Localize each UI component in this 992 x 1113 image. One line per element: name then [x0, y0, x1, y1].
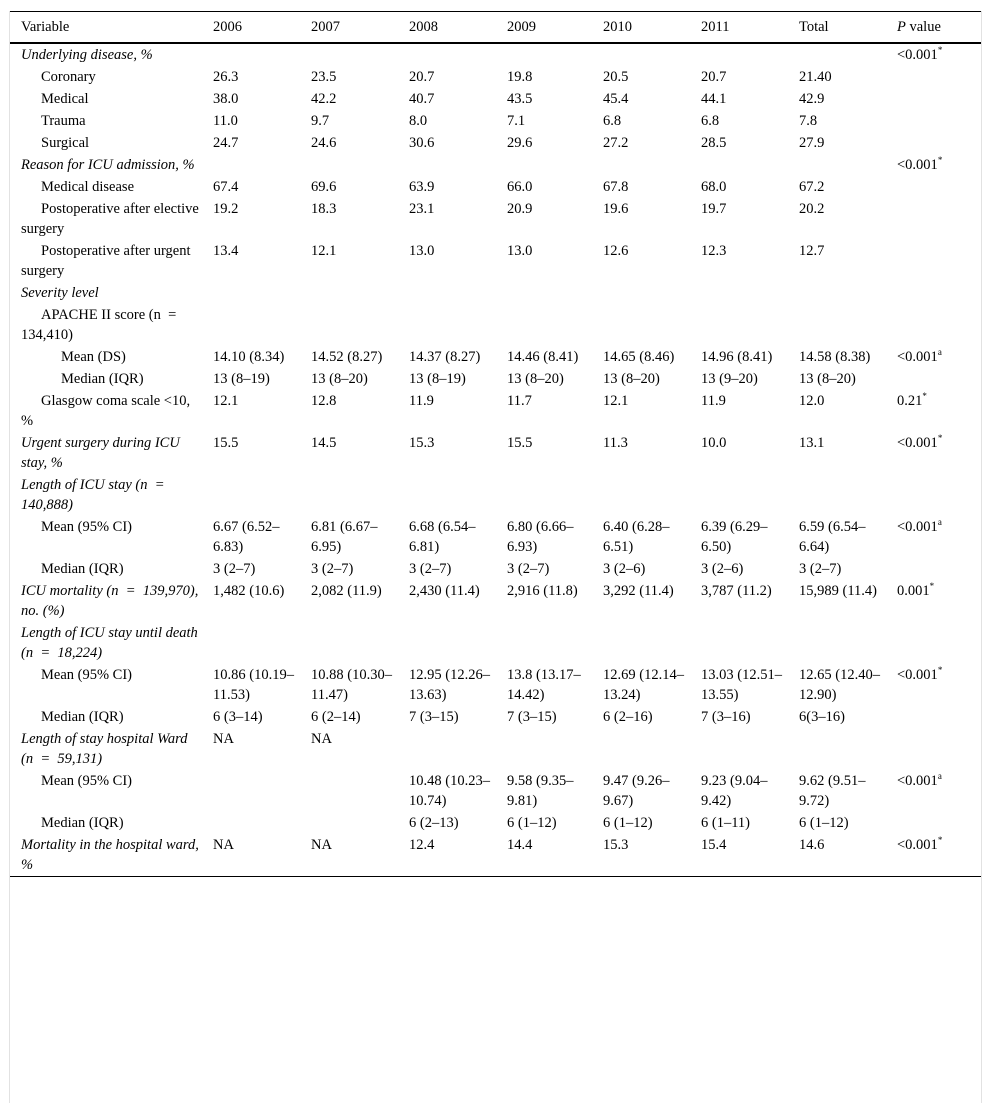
table-row — [10, 622, 981, 664]
table-row — [10, 770, 981, 812]
row-label: Mean (95% CI) — [41, 773, 133, 789]
table-row — [10, 240, 981, 282]
table-cell — [788, 282, 886, 304]
table-cell: 13 (8–20) — [311, 371, 368, 387]
table-cell: NA — [213, 731, 234, 747]
table-cell: 9.62 (9.51–9.72) — [799, 773, 866, 809]
table-cell: 6 (2–13) — [409, 815, 459, 831]
table-cell: 12.6 — [603, 243, 629, 259]
table-cell: 18.3 — [311, 201, 337, 217]
p-value-cell — [886, 622, 981, 664]
table-cell — [398, 622, 496, 664]
table-cell: 9.23 (9.04–9.42) — [701, 773, 768, 809]
row-label: Mean (DS) — [61, 349, 126, 365]
table-cell: 38.0 — [213, 91, 239, 107]
table-cell: 19.2 — [213, 201, 239, 217]
table-cell — [398, 43, 496, 66]
table-cell: 21.40 — [799, 69, 832, 85]
p-value: <0.001 — [897, 349, 938, 365]
p-value-footnote-mark: * — [937, 433, 943, 443]
table-row — [10, 176, 981, 198]
row-label: Median (IQR) — [41, 561, 124, 577]
table-cell — [202, 812, 300, 834]
table-cell — [592, 43, 690, 66]
table-cell: 14.46 (8.41) — [507, 349, 579, 365]
p-value-cell — [886, 706, 981, 728]
p-value-footnote-mark: * — [937, 45, 943, 55]
table-cell — [300, 770, 398, 812]
table-cell — [202, 770, 300, 812]
table-cell: 67.4 — [213, 179, 239, 195]
table-cell: 6.59 (6.54–6.64) — [799, 519, 866, 555]
p-value-cell — [886, 66, 981, 88]
table-cell: 14.10 (8.34) — [213, 349, 285, 365]
table-cell — [592, 728, 690, 770]
table-cell — [202, 304, 300, 346]
table-cell: 13.8 (13.17–14.42) — [507, 667, 581, 703]
column-header-total: Total — [799, 19, 829, 35]
table-cell: 12.4 — [409, 837, 435, 853]
table-cell: 13 (8–20) — [603, 371, 660, 387]
table-cell: 40.7 — [409, 91, 435, 107]
table-cell: 27.9 — [799, 135, 825, 151]
p-value: <0.001 — [897, 435, 938, 451]
p-value-cell — [886, 812, 981, 834]
row-label: Reason for ICU admission, % — [21, 157, 195, 173]
table-cell — [690, 622, 788, 664]
table-cell: 14.58 (8.38) — [799, 349, 871, 365]
table-row — [10, 43, 981, 66]
table-cell — [300, 622, 398, 664]
row-label: ICU mortality (n = 139,970), no. (%) — [21, 583, 199, 619]
table-cell: 12.1 — [603, 393, 629, 409]
table-cell: 6 (2–16) — [603, 709, 653, 725]
table-row — [10, 432, 981, 474]
table-cell: 8.0 — [409, 113, 428, 129]
table-cell: 6.8 — [603, 113, 622, 129]
table-cell: 15.5 — [507, 435, 533, 451]
table-cell: 12.3 — [701, 243, 727, 259]
row-label: Urgent surgery during ICU stay, % — [21, 435, 180, 471]
table-cell — [592, 282, 690, 304]
table-row — [10, 154, 981, 176]
table-row — [10, 198, 981, 240]
p-value-footnote-mark: * — [929, 581, 935, 591]
table-cell: 30.6 — [409, 135, 435, 151]
table-cell — [398, 282, 496, 304]
p-value-cell — [886, 282, 981, 304]
table-cell: 45.4 — [603, 91, 629, 107]
table-cell: 10.0 — [701, 435, 727, 451]
p-value-cell — [886, 176, 981, 198]
p-value-cell — [886, 770, 981, 812]
table-cell: 3,787 (11.2) — [701, 583, 772, 599]
table-cell — [788, 728, 886, 770]
table-cell: 68.0 — [701, 179, 727, 195]
row-label: Medical disease — [41, 179, 135, 195]
table-cell: 6 (1–12) — [799, 815, 849, 831]
table-cell: 19.8 — [507, 69, 533, 85]
table-cell — [690, 43, 788, 66]
table-row — [10, 110, 981, 132]
table-cell: 6.80 (6.66–6.93) — [507, 519, 574, 555]
table-row — [10, 706, 981, 728]
table-cell: 42.9 — [799, 91, 825, 107]
p-letter: P — [897, 19, 906, 35]
table-cell: 66.0 — [507, 179, 533, 195]
table-cell: 6 (1–12) — [603, 815, 653, 831]
row-label: Coronary — [41, 69, 96, 85]
p-value-word: value — [905, 19, 941, 35]
table-cell — [300, 812, 398, 834]
p-value: 0.21 — [897, 393, 923, 409]
p-value-cell — [886, 664, 981, 706]
p-value-footnote-mark: a — [937, 347, 942, 357]
table-cell — [202, 474, 300, 516]
table-row — [10, 558, 981, 580]
table-cell: 15.3 — [409, 435, 435, 451]
table-row — [10, 728, 981, 770]
row-label: Median (IQR) — [41, 815, 124, 831]
table-cell: 12.69 (12.14–13.24) — [603, 667, 684, 703]
row-label: Glasgow coma scale <10, % — [21, 393, 191, 429]
table-cell: 14.65 (8.46) — [603, 349, 675, 365]
table-cell: 12.65 (12.40–12.90) — [799, 667, 880, 703]
table-cell — [592, 304, 690, 346]
table-cell: 6 (1–11) — [701, 815, 750, 831]
table-cell — [592, 622, 690, 664]
table-cell: 23.1 — [409, 201, 435, 217]
table-cell — [788, 304, 886, 346]
table-cell: 7 (3–15) — [409, 709, 459, 725]
table-cell: 10.86 (10.19–11.53) — [213, 667, 294, 703]
table-row — [10, 368, 981, 390]
table-row — [10, 664, 981, 706]
table-cell: 14.5 — [311, 435, 337, 451]
table-cell — [496, 282, 592, 304]
column-header-p-value — [886, 12, 981, 44]
p-value-cell — [886, 304, 981, 346]
table-cell — [496, 728, 592, 770]
p-value-cell — [886, 43, 981, 66]
table-cell: 13 (8–19) — [409, 371, 466, 387]
table-cell: 23.5 — [311, 69, 337, 85]
table-cell: 12.95 (12.26–13.63) — [409, 667, 490, 703]
p-value-cell — [886, 132, 981, 154]
table-cell: 6.8 — [701, 113, 720, 129]
table-cell: 63.9 — [409, 179, 435, 195]
table-cell: 12.8 — [311, 393, 337, 409]
p-value-cell — [886, 110, 981, 132]
p-value-footnote-mark: * — [937, 155, 943, 165]
table-cell: 6.40 (6.28–6.51) — [603, 519, 670, 555]
table-cell: 24.7 — [213, 135, 239, 151]
table-cell: 6.39 (6.29–6.50) — [701, 519, 768, 555]
table-row — [10, 66, 981, 88]
p-value-cell — [886, 240, 981, 282]
table-cell: 6 (3–14) — [213, 709, 263, 725]
table-row — [10, 88, 981, 110]
p-value: <0.001 — [897, 667, 938, 683]
table-cell: 10.48 (10.23–10.74) — [409, 773, 490, 809]
table-cell: 6.81 (6.67–6.95) — [311, 519, 378, 555]
p-value: <0.001 — [897, 157, 938, 173]
table-row — [10, 346, 981, 368]
table-cell — [202, 282, 300, 304]
table-row — [10, 390, 981, 432]
row-label: Median (IQR) — [61, 371, 144, 387]
table-cell — [398, 728, 496, 770]
table-cell: 2,916 (11.8) — [507, 583, 578, 599]
table-cell — [496, 43, 592, 66]
header-row — [10, 12, 981, 44]
table-cell: 13.0 — [507, 243, 533, 259]
table-cell: 1,482 (10.6) — [213, 583, 285, 599]
p-value-cell — [886, 368, 981, 390]
table-cell: 11.9 — [701, 393, 726, 409]
table-cell: 19.6 — [603, 201, 629, 217]
table-cell: 12.1 — [311, 243, 337, 259]
table-row — [10, 812, 981, 834]
table-cell: 20.9 — [507, 201, 533, 217]
column-header-2011: 2011 — [701, 19, 730, 35]
table-cell: 15.4 — [701, 837, 727, 853]
table-cell — [690, 282, 788, 304]
p-value-cell — [886, 516, 981, 558]
row-label: Postoperative after elective surgery — [21, 201, 199, 237]
table-cell — [300, 474, 398, 516]
table-cell: 19.7 — [701, 201, 727, 217]
row-label: Length of ICU stay until death (n = 18,224) — [21, 625, 198, 661]
table-cell — [496, 622, 592, 664]
row-label: Trauma — [41, 113, 86, 129]
table-cell: 14.4 — [507, 837, 533, 853]
row-label: Medical — [41, 91, 89, 107]
table-cell: 3 (2–7) — [311, 561, 354, 577]
table-cell: 2,082 (11.9) — [311, 583, 382, 599]
table-cell — [690, 304, 788, 346]
table-cell: 13 (9–20) — [701, 371, 758, 387]
table-cell — [398, 474, 496, 516]
table-cell: 7 (3–15) — [507, 709, 557, 725]
table-cell: 69.6 — [311, 179, 337, 195]
table-cell: 15,989 (11.4) — [799, 583, 877, 599]
table-cell: 13.4 — [213, 243, 239, 259]
table-cell: 10.88 (10.30–11.47) — [311, 667, 392, 703]
table-row — [10, 580, 981, 622]
table-cell — [202, 43, 300, 66]
p-value-cell — [886, 558, 981, 580]
table-cell: 6.67 (6.52–6.83) — [213, 519, 280, 555]
table-cell: 11.0 — [213, 113, 238, 129]
p-value-cell — [886, 580, 981, 622]
p-value-cell — [886, 346, 981, 368]
table-cell — [592, 474, 690, 516]
table-cell: 13 (8–20) — [507, 371, 564, 387]
row-label: Underlying disease, % — [21, 47, 153, 63]
table-cell: 12.1 — [213, 393, 239, 409]
table-cell: 15.5 — [213, 435, 239, 451]
p-value-cell — [886, 834, 981, 877]
table-cell: 11.9 — [409, 393, 434, 409]
table-cell: NA — [311, 837, 332, 853]
table-row — [10, 834, 981, 877]
table-cell: 9.58 (9.35–9.81) — [507, 773, 574, 809]
table-cell — [300, 282, 398, 304]
table-cell: NA — [213, 837, 234, 853]
p-value-cell — [886, 474, 981, 516]
table-cell: 28.5 — [701, 135, 727, 151]
p-value: <0.001 — [897, 47, 938, 63]
table-cell: NA — [311, 731, 332, 747]
table-cell: 11.3 — [603, 435, 628, 451]
table-cell: 13 (8–20) — [799, 371, 856, 387]
table-cell — [300, 304, 398, 346]
table-row — [10, 516, 981, 558]
table-body — [10, 43, 981, 877]
p-value-cell — [886, 88, 981, 110]
table-cell: 44.1 — [701, 91, 727, 107]
table-cell: 6 (2–14) — [311, 709, 361, 725]
column-header-2007: 2007 — [311, 19, 340, 35]
column-header-variable: Variable — [21, 19, 70, 35]
table-cell: 15.3 — [603, 837, 629, 853]
table-cell: 43.5 — [507, 91, 533, 107]
row-label: Length of stay hospital Ward (n = 59,131) — [21, 731, 188, 767]
table-cell: 20.2 — [799, 201, 825, 217]
p-value-footnote-mark: * — [937, 665, 943, 675]
table-cell — [398, 304, 496, 346]
table-cell — [496, 154, 592, 176]
p-value-footnote-mark: * — [922, 391, 927, 401]
table-cell — [496, 474, 592, 516]
table-cell: 2,430 (11.4) — [409, 583, 480, 599]
table-cell: 20.7 — [701, 69, 727, 85]
table-cell: 14.52 (8.27) — [311, 349, 383, 365]
table-cell — [788, 43, 886, 66]
p-value-cell — [886, 432, 981, 474]
row-label: Mortality in the hospital ward, % — [21, 837, 199, 873]
table-cell: 3,292 (11.4) — [603, 583, 674, 599]
row-label: Mean (95% CI) — [41, 667, 133, 683]
table-cell — [788, 154, 886, 176]
table-row — [10, 474, 981, 516]
table-cell: 12.0 — [799, 393, 825, 409]
p-value-footnote-mark: a — [937, 517, 942, 527]
table-cell — [690, 728, 788, 770]
table-cell: 42.2 — [311, 91, 337, 107]
table-cell: 27.2 — [603, 135, 629, 151]
column-header-2008: 2008 — [409, 19, 438, 35]
table-cell: 3 (2–6) — [701, 561, 744, 577]
table-cell: 26.3 — [213, 69, 239, 85]
table-cell: 11.7 — [507, 393, 532, 409]
table-cell: 6 (1–12) — [507, 815, 557, 831]
table-cell — [788, 474, 886, 516]
table-cell: 29.6 — [507, 135, 533, 151]
table-cell — [300, 154, 398, 176]
table-cell: 3 (2–7) — [799, 561, 842, 577]
row-label: APACHE II score (n = 134,410) — [21, 307, 184, 343]
table-row — [10, 132, 981, 154]
table-cell: 3 (2–7) — [409, 561, 452, 577]
row-label: Postoperative after urgent surgery — [21, 243, 191, 279]
table-cell: 14.96 (8.41) — [701, 349, 773, 365]
row-label: Severity level — [21, 285, 99, 301]
column-header-2009: 2009 — [507, 19, 536, 35]
p-value: <0.001 — [897, 519, 938, 535]
row-label: Surgical — [41, 135, 90, 151]
table-cell — [690, 154, 788, 176]
p-value-cell — [886, 154, 981, 176]
p-value-cell — [886, 390, 981, 432]
table-cell — [202, 622, 300, 664]
row-label: Median (IQR) — [41, 709, 124, 725]
table-cell: 12.7 — [799, 243, 825, 259]
p-value-footnote-mark: a — [937, 771, 942, 781]
table-cell: 3 (2–7) — [213, 561, 256, 577]
table-cell: 20.5 — [603, 69, 629, 85]
table-cell: 67.8 — [603, 179, 629, 195]
table-cell — [202, 154, 300, 176]
row-label: Mean (95% CI) — [41, 519, 133, 535]
p-value-footnote-mark: * — [937, 835, 943, 845]
table-cell: 7.1 — [507, 113, 526, 129]
table-cell — [788, 622, 886, 664]
table-cell: 3 (2–6) — [603, 561, 646, 577]
table-cell: 13.03 (12.51–13.55) — [701, 667, 782, 703]
column-header-2010: 2010 — [603, 19, 632, 35]
p-value-cell — [886, 728, 981, 770]
table-cell: 13 (8–19) — [213, 371, 270, 387]
table-cell — [690, 474, 788, 516]
table-row — [10, 304, 981, 346]
table-cell: 9.47 (9.26–9.67) — [603, 773, 670, 809]
table-cell — [398, 154, 496, 176]
table-cell: 3 (2–7) — [507, 561, 550, 577]
table-cell: 7.8 — [799, 113, 818, 129]
p-value-cell — [886, 198, 981, 240]
table-cell — [592, 154, 690, 176]
row-label: Length of ICU stay (n = 140,888) — [21, 477, 172, 513]
table-cell: 13.1 — [799, 435, 825, 451]
table-cell: 67.2 — [799, 179, 825, 195]
table-cell: 6.68 (6.54–6.81) — [409, 519, 476, 555]
p-value: <0.001 — [897, 837, 938, 853]
table-cell: 7 (3–16) — [701, 709, 751, 725]
table-cell: 6(3–16) — [799, 709, 845, 725]
table-cell — [496, 304, 592, 346]
table-cell: 13.0 — [409, 243, 435, 259]
table-row — [10, 282, 981, 304]
table-cell: 14.6 — [799, 837, 825, 853]
table-cell: 14.37 (8.27) — [409, 349, 481, 365]
p-value: <0.001 — [897, 773, 938, 789]
table-cell: 24.6 — [311, 135, 337, 151]
column-header-2006: 2006 — [213, 19, 242, 35]
table-cell: 9.7 — [311, 113, 330, 129]
data-table — [10, 11, 981, 877]
table-cell: 20.7 — [409, 69, 435, 85]
p-value: 0.001 — [897, 583, 930, 599]
table-cell — [300, 43, 398, 66]
